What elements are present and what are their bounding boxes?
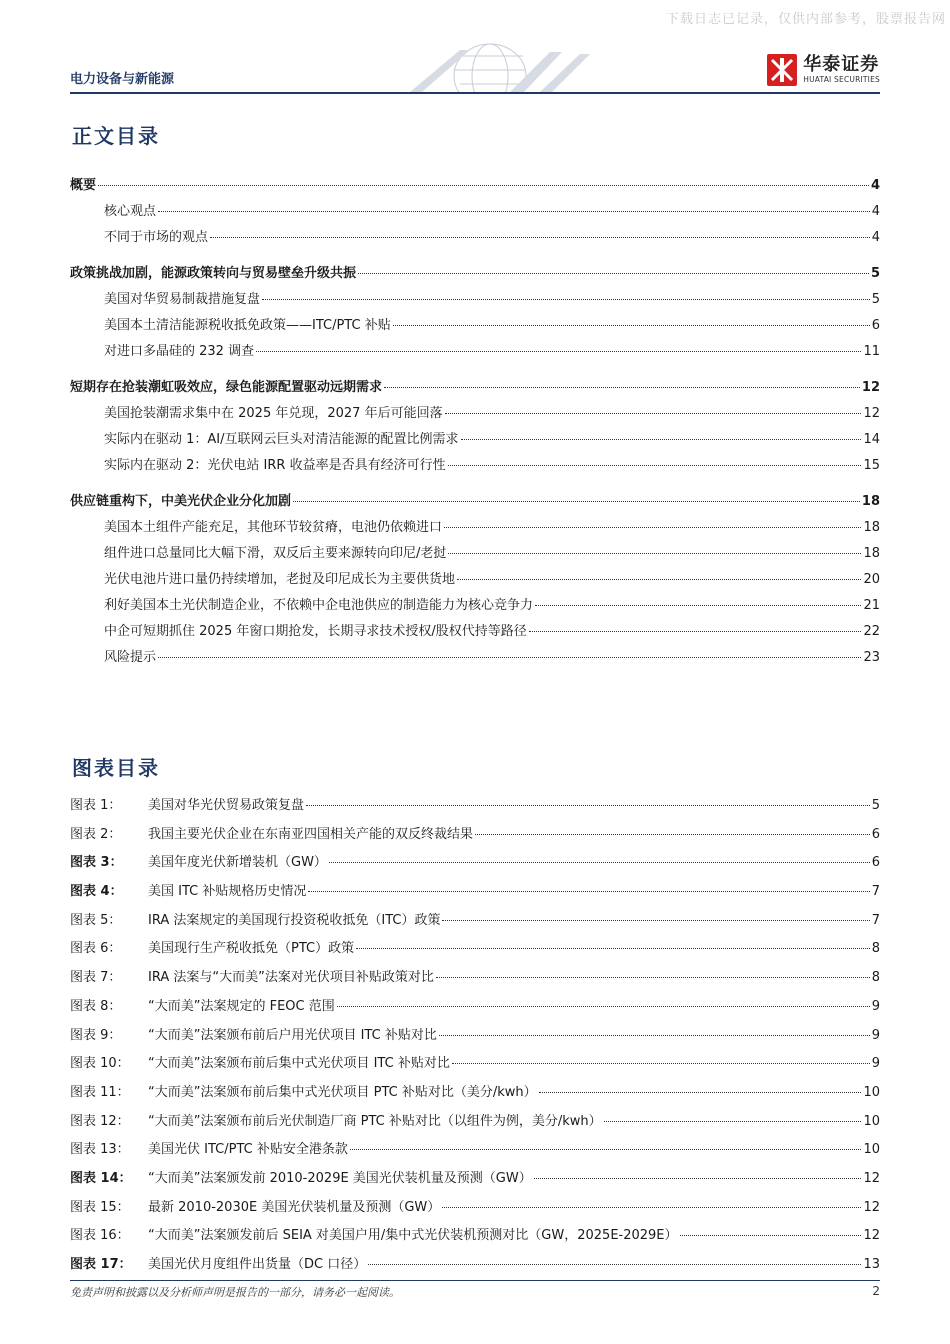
dot-leader xyxy=(368,1264,861,1265)
dot-leader xyxy=(158,211,870,212)
dot-leader xyxy=(384,387,860,388)
toc-entry-page: 12 xyxy=(861,380,880,395)
dot-leader xyxy=(350,1149,862,1150)
figure-page: 6 xyxy=(871,826,880,842)
toc-entry-page: 4 xyxy=(871,204,880,219)
dot-leader xyxy=(534,1178,862,1179)
toc-entry-title: 组件进口总量同比大幅下滑，双反后主要来源转向印尼/老挝 xyxy=(104,546,447,561)
dot-leader xyxy=(442,1207,861,1208)
toc-entry-title: 中企可短期抓住 2025 年窗口期抢发，长期寻求技术授权/股权代持等路径 xyxy=(104,624,527,639)
figure-page: 8 xyxy=(871,941,880,957)
figure-page: 9 xyxy=(871,998,880,1014)
figure-title: “大而美”法案颁发前 2010-2029E 美国光伏装机量及预测（GW） xyxy=(148,1170,532,1186)
toc-entry-title: 光伏电池片进口量仍持续增加，老挝及印尼成长为主要供货地 xyxy=(104,572,456,587)
figure-label: 图表 9： xyxy=(70,1027,122,1043)
toc-entry-page: 4 xyxy=(870,178,880,193)
figure-label: 图表 5： xyxy=(70,912,122,928)
figure-entry[interactable] xyxy=(70,1196,880,1225)
section-gap xyxy=(70,366,880,376)
figure-label: 图表 11： xyxy=(70,1084,130,1100)
figure-label: 图表 13： xyxy=(70,1142,130,1158)
figure-label: 图表 17： xyxy=(70,1257,132,1272)
figure-page: 7 xyxy=(871,912,880,928)
toc-entry-page: 5 xyxy=(871,292,880,307)
figure-entry[interactable] xyxy=(70,851,880,880)
figure-entry[interactable] xyxy=(70,966,880,995)
dot-leader xyxy=(210,237,870,238)
figure-label: 图表 1： xyxy=(70,798,122,813)
toc-entry-page: 5 xyxy=(870,266,880,281)
toc-entry-page: 4 xyxy=(871,230,880,245)
toc-title: 正文目录 xyxy=(72,124,160,148)
figure-entry[interactable] xyxy=(70,1081,880,1110)
figure-page: 9 xyxy=(871,1056,880,1072)
dot-leader xyxy=(461,439,862,440)
footer-divider xyxy=(70,1280,880,1281)
dot-leader xyxy=(445,413,862,414)
toc-section-entry[interactable] xyxy=(70,568,880,594)
section-name: 电力设备与新能源 xyxy=(70,72,175,87)
figure-label: 图表 7： xyxy=(70,970,122,986)
toc-entry-title: 美国本土清洁能源税收抵免政策——ITC/PTC 补贴 xyxy=(104,318,391,333)
figure-label: 图表 2： xyxy=(70,826,122,842)
toc-entry-title: 对进口多晶硅的 232 调查 xyxy=(104,344,255,359)
toc-section-entry[interactable] xyxy=(70,314,880,340)
dot-leader xyxy=(329,862,870,863)
toc-section-entry[interactable] xyxy=(70,646,880,672)
toc-chapter-entry[interactable] xyxy=(70,376,880,402)
dot-leader xyxy=(158,657,861,658)
toc-section-entry[interactable] xyxy=(70,428,880,454)
figure-entry[interactable] xyxy=(70,1138,880,1167)
dot-leader xyxy=(452,1063,870,1064)
toc-chapter-entry[interactable] xyxy=(70,262,880,288)
figure-title: 美国 ITC 补贴规格历史情况 xyxy=(148,884,307,900)
figure-title: “大而美”法案颁发前后 SEIA 对美国户用/集中式光伏装机预测对比（GW，2025E-2029E） xyxy=(148,1228,678,1244)
figure-label: 图表 3： xyxy=(70,855,123,871)
dot-leader xyxy=(444,527,861,528)
logo-mark-icon xyxy=(767,54,797,86)
figure-page: 10 xyxy=(863,1142,880,1158)
figure-title: 美国年度光伏新增装机（GW） xyxy=(148,855,327,871)
toc-chapter-entry[interactable] xyxy=(70,490,880,516)
figure-page: 8 xyxy=(871,970,880,986)
figure-title: 美国光伏月度组件出货量（DC 口径） xyxy=(148,1257,367,1272)
toc-entry-page: 18 xyxy=(861,494,880,509)
toc-entry-page: 15 xyxy=(863,458,880,473)
figure-page: 13 xyxy=(863,1257,880,1272)
logo-english-name: HUATAI SECURITIES xyxy=(803,75,880,84)
toc-section-entry[interactable] xyxy=(70,620,880,646)
header-divider xyxy=(70,92,880,94)
toc-entry-page: 18 xyxy=(863,546,880,561)
company-logo xyxy=(767,54,880,86)
toc-entry-title: 风险提示 xyxy=(104,650,157,665)
watermark-text: 下载日志已记录，仅供内部参考，股票报告网 xyxy=(665,12,946,27)
dot-leader xyxy=(439,1035,870,1036)
figure-entry[interactable] xyxy=(70,1052,880,1081)
dot-leader xyxy=(98,185,869,186)
figure-page: 10 xyxy=(863,1113,880,1129)
toc-section-entry[interactable] xyxy=(70,454,880,480)
figure-page: 12 xyxy=(863,1170,880,1186)
figure-entry[interactable] xyxy=(70,880,880,909)
dot-leader xyxy=(308,891,869,892)
dot-leader xyxy=(539,1092,862,1093)
section-gap xyxy=(70,480,880,490)
dot-leader xyxy=(442,920,869,921)
dot-leader xyxy=(393,325,870,326)
toc-entry-page: 6 xyxy=(871,318,880,333)
toc-entry-title: 短期存在抢装潮虹吸效应，绿色能源配置驱动远期需求 xyxy=(70,380,383,395)
dot-leader xyxy=(448,553,861,554)
toc-entry-page: 12 xyxy=(863,406,880,421)
figure-entry[interactable] xyxy=(70,909,880,938)
table-of-contents xyxy=(70,174,880,672)
figure-entry[interactable] xyxy=(70,794,880,823)
figure-label: 图表 10： xyxy=(70,1056,130,1072)
toc-section-entry[interactable] xyxy=(70,288,880,314)
figure-entry[interactable] xyxy=(70,1224,880,1253)
toc-entry-title: 利好美国本土光伏制造企业，不依赖中企电池供应的制造能力为核心竞争力 xyxy=(104,598,534,613)
figure-title: “大而美”法案颁布前后集中式光伏项目 PTC 补贴对比（美分/kwh） xyxy=(148,1084,537,1100)
section-gap xyxy=(70,252,880,262)
toc-section-entry[interactable] xyxy=(70,542,880,568)
toc-entry-title: 美国抢装潮需求集中在 2025 年兑现，2027 年后可能回落 xyxy=(104,406,443,421)
toc-entry-title: 实际内在驱动 2：光伏电站 IRR 收益率是否具有经济可行性 xyxy=(104,458,446,473)
dot-leader xyxy=(475,834,870,835)
toc-entry-page: 22 xyxy=(863,624,880,639)
toc-section-entry[interactable] xyxy=(70,200,880,226)
figure-label: 图表 14： xyxy=(70,1170,132,1186)
dot-leader xyxy=(604,1121,862,1122)
dot-leader xyxy=(358,273,869,274)
figure-title: 美国光伏 ITC/PTC 补贴安全港条款 xyxy=(148,1142,348,1158)
figure-entry[interactable] xyxy=(70,823,880,852)
toc-entry-page: 20 xyxy=(863,572,880,587)
figure-title: 美国对华光伏贸易政策复盘 xyxy=(148,798,305,813)
figure-title: 我国主要光伏企业在东南亚四国相关产能的双反终裁结果 xyxy=(148,826,474,842)
toc-section-entry[interactable] xyxy=(70,594,880,620)
toc-entry-title: 概要 xyxy=(70,178,97,193)
figure-page: 12 xyxy=(863,1228,880,1244)
figure-title: IRA 法案与“大而美”法案对光伏项目补贴政策对比 xyxy=(148,970,434,986)
figure-title: 最新 2010-2030E 美国光伏装机量及预测（GW） xyxy=(148,1199,441,1215)
figure-entry[interactable] xyxy=(70,1110,880,1139)
figure-title: 美国现行生产税收抵免（PTC）政策 xyxy=(148,941,355,957)
toc-section-entry[interactable] xyxy=(70,516,880,542)
figure-page: 10 xyxy=(863,1084,880,1100)
dot-leader xyxy=(356,948,870,949)
dot-leader xyxy=(337,1006,870,1007)
page-header xyxy=(70,40,880,96)
figure-entry[interactable] xyxy=(70,1024,880,1053)
toc-entry-title: 美国本土组件产能充足，其他环节较贫瘠，电池仍依赖进口 xyxy=(104,520,443,535)
toc-entry-page: 23 xyxy=(863,650,880,665)
toc-entry-page: 11 xyxy=(863,344,880,359)
figure-entry[interactable] xyxy=(70,1253,880,1282)
globe-graphic xyxy=(390,40,600,92)
page-number: 2 xyxy=(872,1284,880,1298)
toc-entry-title: 供应链重构下，中美光伏企业分化加剧 xyxy=(70,494,292,509)
figure-title: “大而美”法案规定的 FEOC 范围 xyxy=(148,998,335,1014)
dot-leader xyxy=(535,605,861,606)
figure-page: 9 xyxy=(871,1027,880,1043)
toc-entry-title: 实际内在驱动 1：AI/互联网云巨头对清洁能源的配置比例需求 xyxy=(104,432,459,447)
dot-leader xyxy=(256,351,861,352)
dot-leader xyxy=(457,579,861,580)
toc-entry-page: 18 xyxy=(863,520,880,535)
figure-label: 图表 16： xyxy=(70,1228,130,1244)
dot-leader xyxy=(448,465,862,466)
toc-entry-title: 核心观点 xyxy=(104,204,157,219)
dot-leader xyxy=(293,501,860,502)
figure-label: 图表 4： xyxy=(70,884,123,900)
figure-label: 图表 6： xyxy=(70,941,122,957)
dot-leader xyxy=(306,805,870,806)
dot-leader xyxy=(262,299,870,300)
toc-entry-page: 14 xyxy=(863,432,880,447)
logo-chinese-name: 华泰证券 xyxy=(803,54,880,75)
disclaimer-note: 免责声明和披露以及分析师声明是报告的一部分，请务必一起阅读。 xyxy=(70,1286,400,1299)
figure-entry[interactable] xyxy=(70,1167,880,1196)
figure-page: 5 xyxy=(871,798,880,813)
figure-title: “大而美”法案颁布前后集中式光伏项目 ITC 补贴对比 xyxy=(148,1056,450,1072)
toc-chapter-entry[interactable] xyxy=(70,174,880,200)
figure-entry[interactable] xyxy=(70,995,880,1024)
dot-leader xyxy=(680,1235,862,1236)
figure-list-title: 图表目录 xyxy=(72,756,160,780)
figure-title: IRA 法案规定的美国现行投资税收抵免（ITC）政策 xyxy=(148,912,441,928)
figure-label: 图表 8： xyxy=(70,998,122,1014)
toc-entry-title: 政策挑战加剧，能源政策转向与贸易壁垒升级共振 xyxy=(70,266,357,281)
figure-label: 图表 15： xyxy=(70,1199,130,1215)
toc-entry-page: 21 xyxy=(863,598,880,613)
toc-entry-title: 不同于市场的观点 xyxy=(104,230,209,245)
dot-leader xyxy=(529,631,862,632)
figure-title: “大而美”法案颁布前后户用光伏项目 ITC 补贴对比 xyxy=(148,1027,437,1043)
figure-entry[interactable] xyxy=(70,937,880,966)
figure-page: 7 xyxy=(871,884,880,900)
toc-section-entry[interactable] xyxy=(70,402,880,428)
toc-section-entry[interactable] xyxy=(70,340,880,366)
toc-section-entry[interactable] xyxy=(70,226,880,252)
figure-label: 图表 12： xyxy=(70,1113,130,1129)
figure-page: 6 xyxy=(871,855,880,871)
dot-leader xyxy=(436,977,870,978)
figure-page: 12 xyxy=(863,1199,880,1215)
toc-entry-title: 美国对华贸易制裁措施复盘 xyxy=(104,292,261,307)
figure-list xyxy=(70,794,880,1282)
figure-title: “大而美”法案颁布前后光伏制造厂商 PTC 补贴对比（以组件为例，美分/kwh） xyxy=(148,1113,602,1129)
